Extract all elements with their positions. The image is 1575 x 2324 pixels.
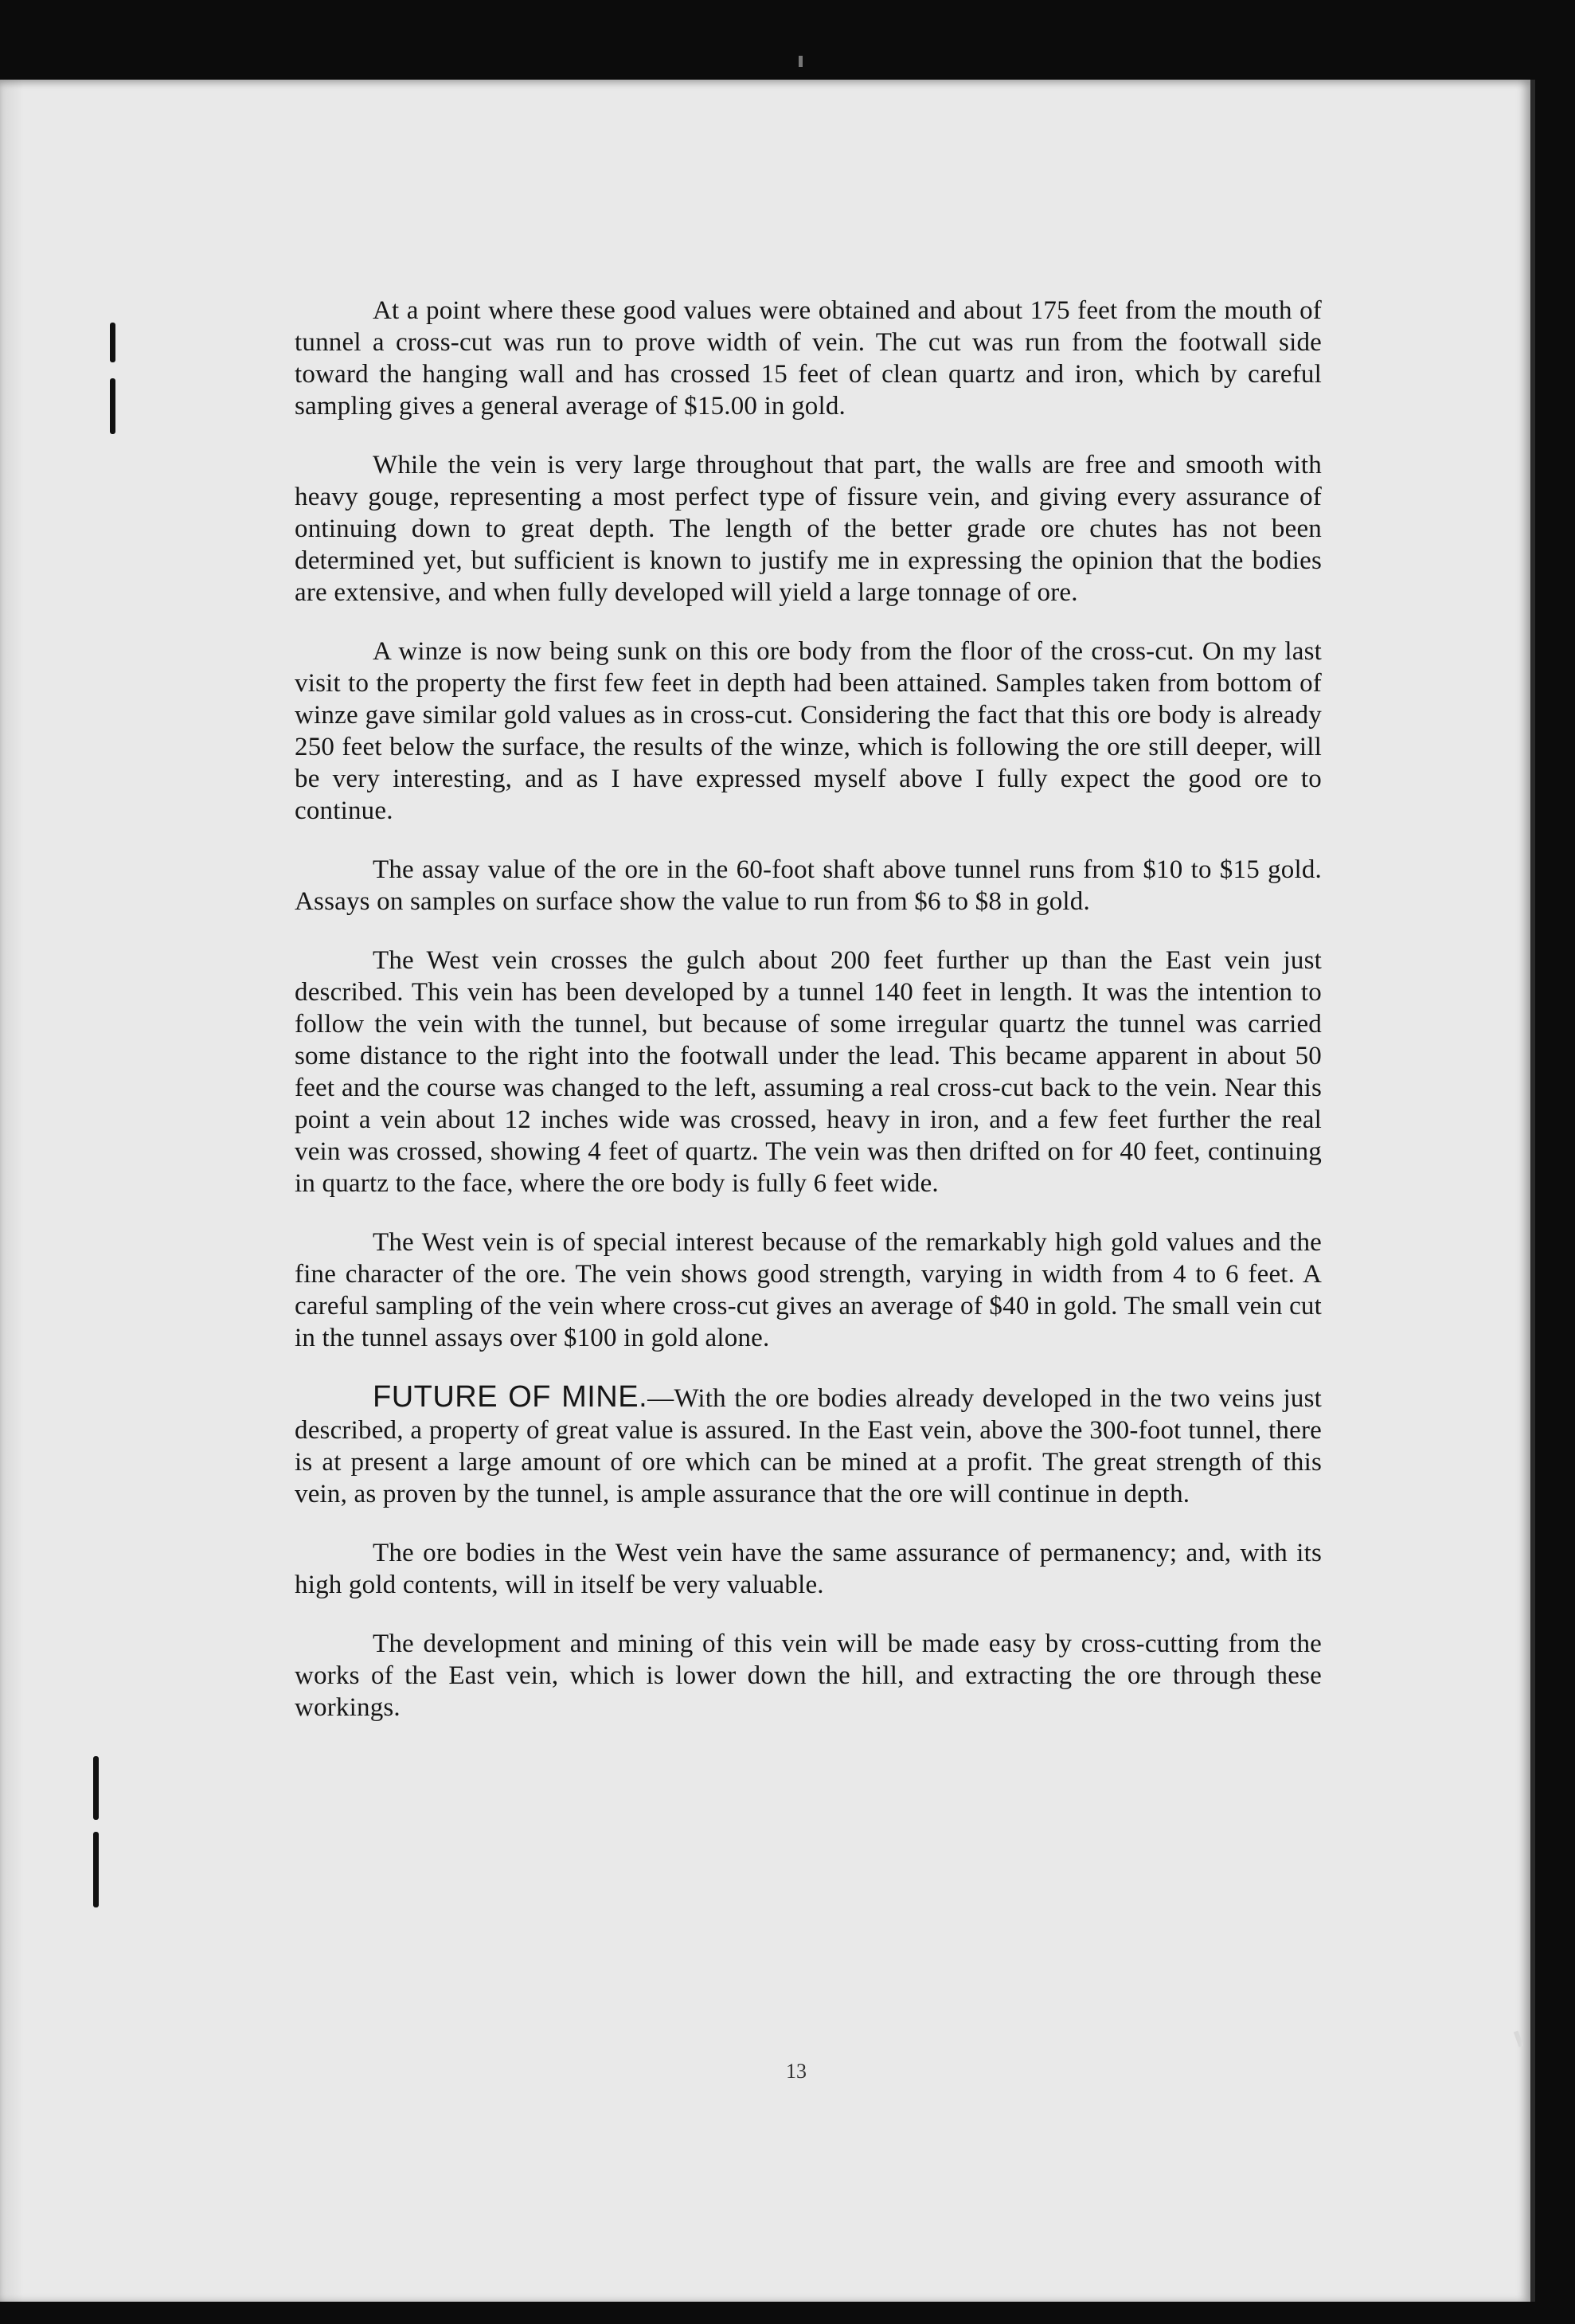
section-paragraph <box>295 1381 1322 1510</box>
paragraph: The West vein is of special interest because of the remarkably high gold values and the fine character of the ore. The vein shows good strength, varying in width from 4 to 6 feet. A careful sampling of the vein where cross-cut gives an average of $40 in gold. The small vein cut in the tunnel assays over $100 in gold alone. <box>295 1228 1322 1352</box>
paragraph: The development and mining of this vein will be made easy by cross-cutting from the works of the East vein, which is lower down the hill, and extracting the ore through these workings. <box>295 1630 1322 1722</box>
page-shadow <box>0 80 24 2302</box>
page-number: 13 <box>786 2060 807 2083</box>
section-text: —With the ore bodies already developed in the two veins just described, a property of great value is assured. In the East vein, above the 300-foot tunnel, there is at present a large amount of ore which can be mined at a profit. The great strength of this vein, as proven by the tunnel, is ample assurance that the ore will continue in depth. <box>295 1384 1322 1508</box>
paragraph: The ore bodies in the West vein have the same assurance of permanency; and, with its high gold contents, will in itself be very valuable. <box>295 1539 1322 1599</box>
margin-mark <box>110 378 115 434</box>
edge-mark <box>1514 2031 1523 2048</box>
section-heading: FUTURE OF MINE. <box>373 1380 648 1414</box>
paragraph: The West vein crosses the gulch about 200 feet further up than the East vein just described. This vein has been developed by a tunnel 140 feet in length. It was the intention to follow the vein with the tunnel, but because of some irregular quartz the tunnel was carried some distance to the right into the footwall under the lead. This became apparent in about 50 feet and the course was changed to the left, assuming a real cross-cut back to the vein. Near this point a vein about 12 inches wide was crossed, heavy in iron, and a few feet further the real vein was crossed, showing 4 feet of quartz. The vein was then drifted on for 40 feet, continuing in quartz to the face, where the ore body is fully 6 feet wide. <box>295 946 1322 1198</box>
paragraph: While the vein is very large throughout that part, the walls are free and smooth with heavy gouge, representing a most perfect type of fissure vein, and giving every assurance of ontinuing down to great depth. The length of the better grade ore chutes has not been determined yet, but sufficient is known to justify me in expressing the opinion that the bodies are extensive, and when fully developed will yield a large tonnage of ore. <box>295 451 1322 607</box>
paragraph: The assay value of the ore in the 60-foot shaft above tunnel runs from $10 to $15 gold. Assays on samples on surface show the value to run from $6 to $8 in gold. <box>295 855 1322 916</box>
margin-mark <box>110 323 115 362</box>
margin-mark <box>93 1756 99 1820</box>
margin-mark <box>93 1832 99 1907</box>
document-page <box>0 80 1535 2302</box>
body-text <box>295 295 1322 1751</box>
scan-speck <box>799 56 803 67</box>
paragraph: A winze is now being sunk on this ore body from the floor of the cross-cut. On my last visit to the property the first few feet in depth had been attained. Samples taken from bottom of winze gave similar gold values as in cross-cut. Considering the fact that this ore body is already 250 feet below the surface, the results of the winze, which is following the ore still deeper, will be very interesting, and as I have expressed myself above I fully expect the good ore to continue. <box>295 637 1322 825</box>
paragraph: At a point where these good values were obtained and about 175 feet from the mouth of tunnel a cross-cut was run to prove width of vein. The cut was run from the footwall side toward the hanging wall and has crossed 15 feet of clean quartz and iron, which by careful sampling gives a general average of $15.00 in gold. <box>295 296 1322 421</box>
